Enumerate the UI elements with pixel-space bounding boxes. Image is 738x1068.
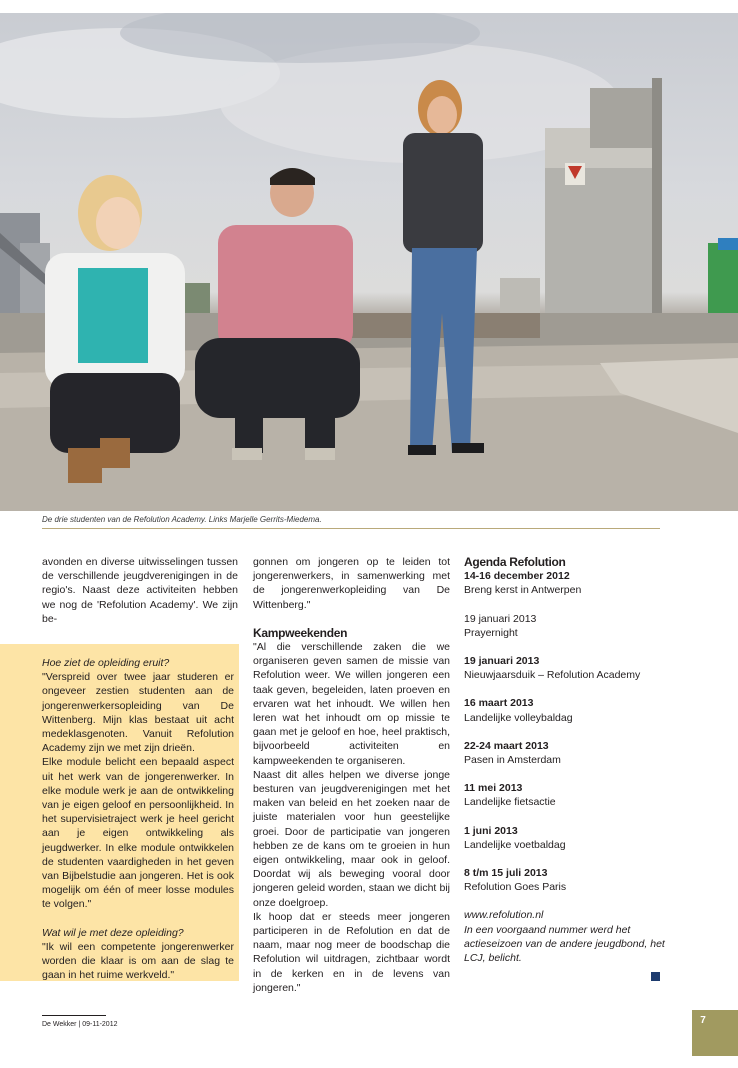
column-2-paragraph-4: Ik hoop dat er steeds meer jongeren participeren in de Refolution en dat de naam, maar nog meer de boodschap die Refolution wil uitdragen, zichtbaar wordt in de kerken en in de levens van jongeren.": [253, 910, 450, 994]
agenda-item: [464, 612, 669, 640]
agenda-event: Landelijke voetbaldag: [464, 838, 566, 851]
page-number: 7: [700, 1015, 706, 1026]
agenda-date: 16 maart 2013: [464, 697, 534, 710]
page-number-box: [692, 1010, 738, 1056]
sidebar-answer-1b: Elke module belicht een bepaald aspect uit het werk van de jongerenwerker. In elke module werk je aan de ontwikkeling van je eigen geloof en persoonlijkheid. In het supervisietraject werk je heel gericht aan je eigen ontwikkeling als jeugdwerker. In elke module ontwikkelen de studenten vaardigheden in het geven van Bijbelstudie aan jongeren. Het is ook mogelijk om één of meer losse modules te volgen.": [42, 756, 234, 911]
footer-publication: De Wekker | 09-11-2012: [42, 1021, 118, 1028]
sidebar-question-1: Hoe ziet de opleiding eruit?: [42, 657, 170, 669]
sidebar-question-2: Wat wil je met deze opleiding?: [42, 926, 184, 939]
agenda-column: [464, 555, 669, 965]
article-photo: [0, 13, 738, 511]
column-1-paragraph: avonden en diverse uitwisselingen tussen de verschillende jeugdverenigingen in de regio's. Naast deze activiteiten hebben we nog de 'Refolution Academy'. We zijn be-: [42, 556, 238, 625]
sidebar-answer-2: "Ik wil een competente jongerenwerker worden die klaar is om aan de slag te gaan in het ruime werkveld.": [42, 940, 234, 982]
agenda-date: 1 juni 2013: [464, 824, 518, 837]
agenda-date: 22-24 maart 2013: [464, 739, 549, 752]
agenda-event: Refolution Goes Paris: [464, 881, 567, 894]
footer-divider: [42, 1015, 106, 1016]
caption-divider: [42, 528, 660, 529]
agenda-date: 19 januari 2013: [464, 655, 540, 668]
agenda-item: [464, 781, 669, 809]
end-of-article-icon: [651, 972, 660, 981]
agenda-item: [464, 739, 669, 767]
agenda-item: [464, 824, 669, 852]
column-2: [253, 555, 450, 995]
agenda-event: Nieuwjaarsduik – Refolution Academy: [464, 669, 641, 682]
agenda-event: Landelijke fietsactie: [464, 796, 556, 809]
agenda-item: [464, 866, 669, 894]
column-2-paragraph-1: gonnen om jongeren op te leiden tot jongerenwerkers, in samenwerking met de jongerenwerkopleiding van De Wittenberg.": [253, 556, 450, 611]
agenda-heading: Agenda Refolution: [464, 555, 566, 569]
column-2-paragraph-2: "Al die verschillende zaken die we organiseren geven samen de missie van Refolution weer. We willen jongeren een taak geven, begeleiden, laten proeven en ervaren wat het inhoudt. We willen hen leren wat het inhoudt om op missie te gaan met je geloof en hoe, heel praktisch, bijvoorbeeld activiteiten en kampweekenden te organiseren.: [253, 641, 450, 767]
agenda-date: 11 mei 2013: [464, 782, 523, 795]
agenda-note: In een voorgaand nummer werd het actieseizoen van de andere jeugdbond, het LCJ, belicht.: [464, 923, 665, 965]
kampweekenden-heading: Kampweekenden: [253, 625, 348, 640]
agenda-item: [464, 569, 669, 597]
spacer: [42, 912, 234, 926]
agenda-item: [464, 654, 669, 682]
photo-caption: De drie studenten van de Refolution Academy. Links Marjelle Gerrits-Miedema.: [42, 515, 322, 524]
agenda-event: Landelijke volleybaldag: [464, 711, 573, 724]
agenda-event: Prayernight: [464, 626, 518, 639]
interview-sidebar-text: [42, 656, 234, 982]
agenda-website-link[interactable]: www.refolution.nl: [464, 909, 544, 922]
column-2-paragraph-3: Naast dit alles helpen we diverse jonge besturen van jeugdverenigingen met het maken van beleid en het zoeken naar de juiste materialen voor hun geestelijke groei. Door de participatie van jongeren hebben ze de kans om te groeien in hun eigen ontwikkeling, maar ook in geloof. Doordat wij als beweging vooral door jongeren geleid worden, staan we dicht bij onze doelgroep.: [253, 768, 450, 909]
agenda-date: 19 januari 2013: [464, 612, 537, 625]
spacer: [253, 612, 450, 626]
agenda-event: Breng kerst in Antwerpen: [464, 584, 582, 597]
column-1: [42, 555, 238, 626]
photo-students-icon: [0, 13, 738, 511]
sidebar-answer-1a: "Verspreid over twee jaar studeren er ongeveer zestien studenten aan de jongerenwerkersopleiding van De Wittenberg. Mijn klas bestaat uit acht medeklasgenoten. Vanuit Refolution Academy zijn we met zijn drieën.: [42, 671, 234, 755]
agenda-event: Pasen in Amsterdam: [464, 754, 561, 767]
agenda-date: 8 t/m 15 juli 2013: [464, 867, 548, 880]
agenda-item: [464, 696, 669, 724]
agenda-date: 14-16 december 2012: [464, 570, 570, 583]
